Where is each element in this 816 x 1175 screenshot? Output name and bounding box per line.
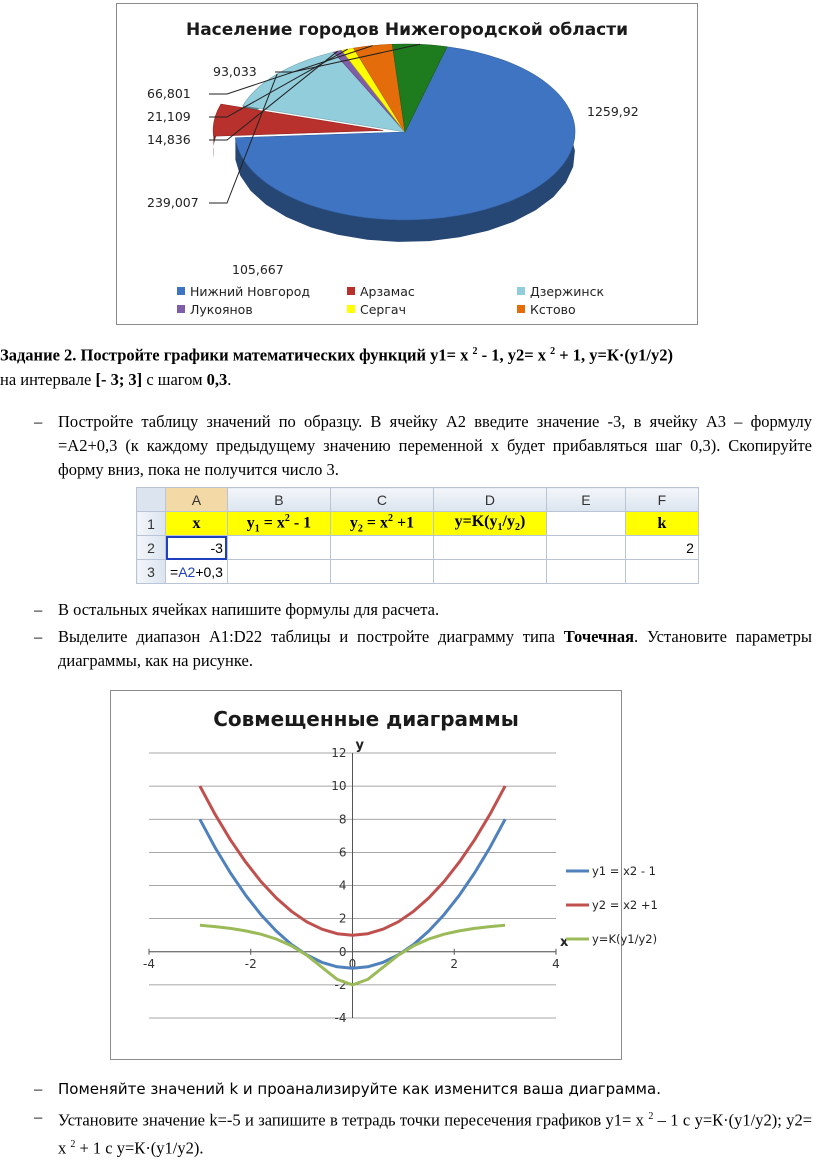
bullet-5-a: Установите значение k=-5 и запишите в тетрадь точки пересечения графиков y1= x — [58, 1110, 649, 1130]
y-letter: y — [246, 514, 255, 532]
line-plot — [111, 691, 658, 1057]
y-axis-label: y — [355, 738, 364, 753]
chart-type-name: Точечная — [563, 627, 635, 646]
bullet-4 — [24, 1077, 812, 1101]
sup-2: 2 — [472, 346, 478, 357]
x-tick-label: -4 — [143, 956, 155, 971]
legend-swatch — [517, 287, 525, 295]
legend-label: y2 = x2 +1 — [592, 898, 658, 912]
period: . — [227, 369, 232, 389]
interval-label: на интервале — [0, 369, 96, 389]
bullet-4-text: Поменяйте значений k и проанализируйте как изменится ваша диаграмма. — [58, 1080, 661, 1098]
eq-x: = x — [259, 514, 285, 532]
sub-1b: 1 — [497, 522, 503, 534]
legend-label: y1 = x2 - 1 — [592, 864, 656, 878]
minus-1: - 1 — [289, 514, 312, 532]
bullet-2-text: В остальных ячейках напишите формулы для расчета. — [58, 600, 440, 619]
task-title-part2: - 1, y2= x — [477, 345, 551, 365]
cell-a1[interactable]: x — [166, 512, 228, 536]
y-tick-label: 8 — [338, 812, 347, 827]
step-label: с шагом — [142, 369, 207, 389]
cell-e2[interactable] — [546, 536, 625, 560]
row-header-1[interactable]: 1 — [137, 512, 166, 536]
sup-2e: 2 — [648, 1111, 654, 1122]
legend-swatch — [177, 287, 185, 295]
y-tick-label: 2 — [338, 911, 347, 926]
pie-data-label: 239,007 — [147, 195, 199, 210]
row-header-2[interactable]: 2 — [137, 536, 166, 560]
plus-1: +1 — [392, 514, 415, 532]
col-header-c[interactable]: C — [330, 488, 433, 512]
y-tick-label: 0 — [338, 944, 347, 959]
x-tick-label: 0 — [348, 956, 357, 971]
pie-chart-title: Население городов Нижегородской области — [185, 20, 629, 40]
cell-d1[interactable] — [433, 512, 546, 536]
cell-a2[interactable]: -3 — [166, 536, 228, 560]
eq-x: = x — [362, 514, 388, 532]
bullet-5 — [24, 1105, 812, 1160]
y-formula: y=K(y — [454, 513, 498, 531]
dash: – — [34, 627, 43, 646]
x-axis-label: x — [560, 934, 569, 950]
y-tick-label: 12 — [331, 746, 347, 760]
legend-swatch — [347, 287, 355, 295]
population-pie-chart — [116, 3, 698, 325]
legend-label: Лукоянов — [190, 302, 253, 317]
bullet-1 — [24, 410, 812, 482]
col-header-f[interactable]: F — [625, 488, 698, 512]
col-header-b[interactable]: B — [227, 488, 330, 512]
cell-c3[interactable] — [330, 560, 433, 584]
interval-range: [- 3; 3] — [95, 369, 143, 389]
cell-b3[interactable] — [227, 560, 330, 584]
task-title-part1: Задание 2. Постройте графики математических функций y1= x — [0, 345, 473, 365]
sheet-corner[interactable] — [137, 488, 166, 512]
cell-d3[interactable] — [433, 560, 546, 584]
row-header-3[interactable]: 3 — [137, 560, 166, 584]
cell-f2[interactable]: 2 — [625, 536, 698, 560]
cell-e3[interactable] — [546, 560, 625, 584]
bullet-5-b: – 1 с y=К·(y1/y2); y2= x — [58, 1110, 813, 1157]
combined-line-chart — [110, 690, 658, 1060]
cell-a3[interactable] — [166, 560, 228, 584]
pie-plot — [117, 4, 695, 322]
y-tick-label: -4 — [334, 1011, 347, 1025]
cell-b2[interactable] — [227, 536, 330, 560]
pie-data-label: 93,033 — [213, 64, 257, 79]
x-tick-label: 4 — [552, 956, 560, 971]
pie-data-label: 105,667 — [232, 262, 284, 277]
legend-swatch — [177, 305, 185, 313]
bullet-5-text — [58, 1105, 812, 1160]
slash-y: /y — [502, 513, 515, 531]
legend-label: Дзержинск — [530, 284, 605, 299]
pie-data-label: 1259,92 — [587, 104, 639, 119]
sub-2b: 2 — [514, 522, 520, 534]
legend-swatch — [347, 305, 355, 313]
dash: – — [34, 600, 43, 619]
bullet-5-c: + 1 с y=К·(y1/y2). — [75, 1138, 204, 1157]
spreadsheet-sample — [136, 487, 699, 584]
y-tick-label: 10 — [331, 779, 347, 794]
y-letter: y — [349, 514, 358, 532]
sup-2c: 2 — [284, 512, 290, 524]
legend-label: Арзамас — [360, 284, 415, 299]
cell-f1[interactable]: k — [625, 512, 698, 536]
sup-2f: 2 — [70, 1138, 76, 1150]
sup-2d: 2 — [387, 512, 393, 524]
sub-1: 1 — [254, 523, 260, 535]
pie-data-label: 14,836 — [147, 132, 191, 147]
sub-2: 2 — [357, 523, 363, 535]
bullet-3-text — [58, 625, 812, 673]
formula-ref: A2 — [178, 563, 196, 580]
dash: – — [34, 1079, 43, 1098]
cell-e1[interactable] — [546, 512, 625, 536]
task-title-part3: + 1, y=К·(y1/y2) — [555, 345, 674, 365]
legend-label: Нижний Новгород — [190, 284, 311, 299]
pie-data-label: 21,109 — [147, 109, 191, 124]
bullet-3-post: . Установите параметры диаграммы, как на рисунке. — [58, 627, 812, 670]
col-header-e[interactable]: E — [546, 488, 625, 512]
dash: – — [34, 1107, 43, 1126]
bullet-3-pre: Выделите диапазон А1:D22 таблицы и постройте диаграмму типа — [58, 627, 564, 646]
x-tick-label: -2 — [244, 956, 257, 971]
cell-d2[interactable] — [433, 536, 546, 560]
legend-label: y=K(y1/y2) — [592, 932, 658, 946]
cell-f3[interactable] — [625, 560, 698, 584]
sup-2b: 2 — [550, 346, 556, 357]
line-chart-title: Совмещенные диаграммы — [213, 707, 519, 731]
x-tick-label: 2 — [450, 956, 459, 971]
close-paren: ) — [519, 513, 526, 531]
cell-c2[interactable] — [330, 536, 433, 560]
col-header-d[interactable]: D — [433, 488, 546, 512]
bullet-3 — [24, 625, 812, 673]
y-tick-label: -2 — [334, 977, 347, 992]
pie-data-label: 66,801 — [147, 86, 191, 101]
task-heading — [0, 340, 816, 392]
legend-label: Сергач — [360, 302, 406, 317]
step-value: 0,3 — [206, 369, 228, 389]
bullet-2 — [24, 598, 812, 622]
y-tick-label: 4 — [338, 878, 347, 893]
cell-b1[interactable] — [227, 512, 330, 536]
cell-c1[interactable] — [330, 512, 433, 536]
bullet-1-text: Постройте таблицу значений по образцу. В ячейку А2 введите значение -3, в ячейку А3 – формулу =А2+0,3 (к каждому предыдущему значению переменной х будет прибавляться шаг 0,3). Скопируйте форму вниз, пока не получится число 3. — [58, 412, 812, 479]
formula-rest: +0,3 — [195, 563, 223, 580]
col-header-a[interactable]: A — [166, 488, 228, 512]
legend-swatch — [517, 305, 525, 313]
formula-eq: = — [170, 563, 179, 580]
dash: – — [34, 412, 43, 431]
y-tick-label: 6 — [338, 845, 347, 860]
legend-label: Кстово — [530, 302, 576, 317]
